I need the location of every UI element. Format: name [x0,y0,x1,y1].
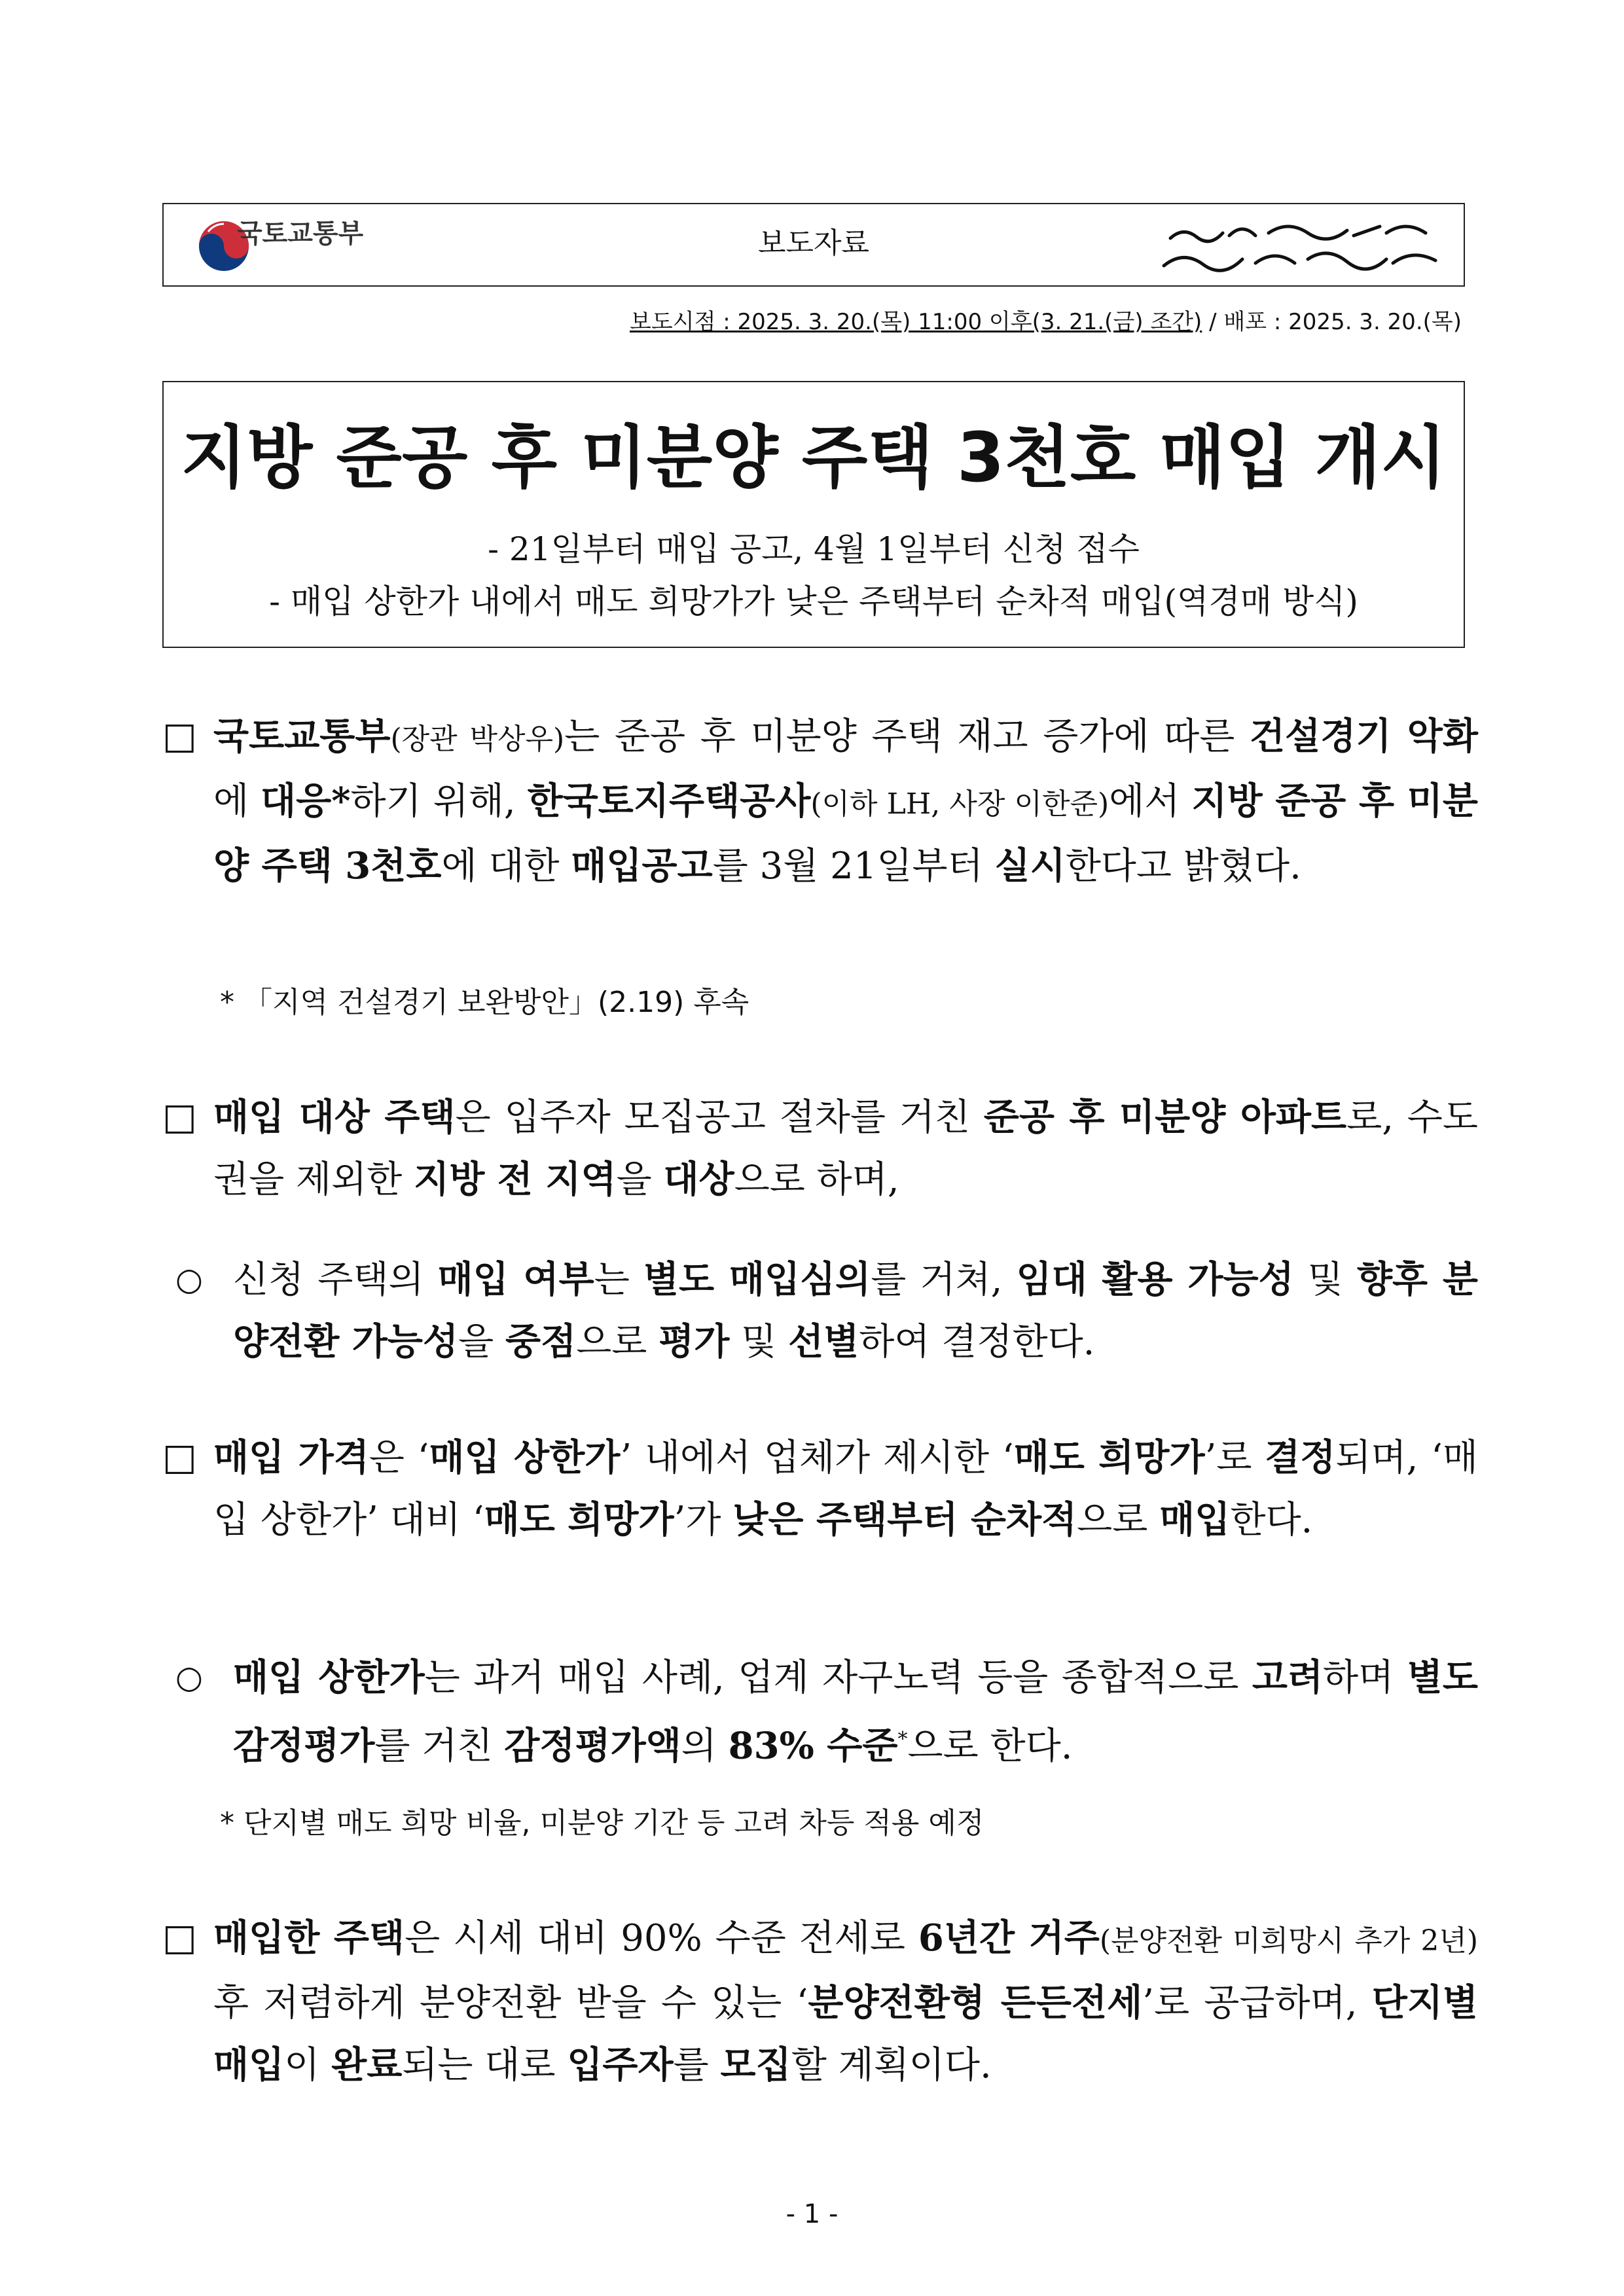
title-box [162,381,1465,648]
p1-text: 를 3월 21일부터 [712,845,995,888]
s2-text: 매입 상한가 [233,1656,425,1699]
p1-text: 에서 [1109,780,1192,823]
p1-text: 실시 [994,844,1066,888]
square-bullet: □ [162,1096,197,1138]
p3-text: 으로 [1077,1499,1160,1541]
p1-text: (이하 LH, 사장 이한준) [810,787,1110,821]
p4-text: 완료 [331,2043,403,2087]
p1-text: 에 대한 [441,845,571,888]
p3-text: 매입 상한가 [429,1436,621,1479]
s2-text: 고려 [1252,1656,1324,1699]
s1-text: 는 [594,1259,643,1301]
p3-text: 매도 희망가 [1013,1436,1205,1479]
p2-text: 로, 수도권을 제외한 [213,1096,1478,1201]
p4-text: 모집 [720,2043,791,2087]
p2-text: 준공 후 미분양 아파트 [983,1096,1347,1139]
p2-text: 을 [616,1158,664,1201]
s2-text: 를 거친 [374,1725,505,1768]
square-bullet: □ [162,715,197,757]
subtitle-2: - 매입 상한가 내에서 매도 희망가가 낮은 주택부터 순차적 매입(역경매 방식) [269,583,1358,620]
sub-item-1 [175,1249,1478,1373]
paragraph-2 [162,1086,1478,1211]
s1-text: 향후 분양전환 가능성 [233,1258,1478,1363]
footnote-2: * 단지별 매도 희망 비율, 미분양 기간 등 고려 차등 적용 예정 [220,1806,984,1840]
s2-text: 감정평가액 [504,1724,681,1768]
p3-text: 매입 가격 [213,1436,369,1479]
circle-bullet: ○ [175,1261,203,1298]
p3-text: 매입 [1159,1498,1231,1541]
p3-text: 한다. [1230,1499,1313,1541]
p4-text: 할 계획이다. [791,2044,992,2087]
page-number: - 1 - [785,2199,839,2229]
p3-text: 은 ‘ [369,1437,429,1479]
p3-text: 되며, ‘매입 상한가’ 대비 ‘ [213,1437,1479,1541]
p1-text: 하기 위해, [350,780,528,823]
sub-item-2 [175,1647,1478,1778]
p1-text: (장관 박상우) [390,723,565,756]
p3-text: ’로 [1204,1437,1265,1479]
s1-text: 신청 주택의 [233,1259,438,1301]
slogan-handwriting [1157,213,1445,279]
s2-text: 으로 한다. [907,1725,1073,1768]
p3-text: ’ 내에서 업체가 제시한 ‘ [620,1437,1014,1479]
p1-text: 건설경기 악화 [1250,715,1478,758]
subtitle-1: - 21일부터 매입 공고, 4월 1일부터 신청 접수 [488,530,1140,568]
s2-text: 83% 수준 [728,1724,898,1768]
distribution-date: 배포 : 2025. 3. 20.(목) [1223,309,1462,335]
s1-text: 및 [729,1321,789,1363]
release-dateline [630,308,1462,336]
p1-text: 지방 준공 후 미분양 주택 3천호 [213,780,1478,888]
p4-text: 이 [284,2044,332,2087]
p2-text: 지방 전 지역 [414,1158,617,1201]
s1-text: 중점 [505,1320,577,1363]
s1-text: 및 [1293,1259,1357,1301]
p4-text: 6년간 거주 [918,1916,1100,1960]
p1-text: 에 [213,780,261,823]
s1-text: 임대 활용 가능성 [1016,1258,1294,1301]
p4-text: (분양전환 미희망시 추가 2년) [1099,1924,1479,1958]
s1-text: 으로 [576,1321,659,1363]
footnote-1: * 「지역 건설경기 보완방안」(2.19) 후속 [220,986,749,1019]
header-title: 보도자료 [757,226,869,260]
p3-text: ’가 [674,1499,733,1541]
p3-text: 낮은 주택부터 순차적 [732,1498,1077,1541]
p4-text: 를 [673,2044,721,2087]
p3-text: 매도 희망가 [484,1498,674,1541]
p1-text: 한다고 밝혔다. [1065,845,1301,888]
p1-text: 대응* [261,780,351,823]
p1-text: 한국토지주택공사 [527,780,811,823]
s2-text: 의 [681,1725,729,1768]
p1-text: 국토교통부 [213,715,391,758]
s2-asterisk: * [897,1728,908,1751]
p1-text: 매입공고 [571,844,713,888]
paragraph-4 [162,1907,1478,2096]
paragraph-3 [162,1427,1478,1551]
s1-text: 선별 [788,1320,859,1363]
p4-text: ’로 공급하며, [1142,1982,1372,2024]
p4-text: 은 시세 대비 90% 수준 전세로 [405,1917,918,1960]
s1-text: 평가 [659,1320,730,1363]
square-bullet: □ [162,1916,197,1959]
circle-bullet: ○ [175,1659,203,1696]
p4-text: 후 저렴하게 분양전환 받을 수 있는 ‘ [213,1982,808,2024]
p2-text: 대상 [663,1158,734,1201]
p4-text: 분양전환형 든든전세 [808,1981,1143,2024]
p3-text: 결정 [1265,1436,1336,1479]
logo-text: 국토교통부 [237,219,364,249]
dateline-separator: / [1202,309,1224,335]
s1-text: 하여 결정한다. [859,1321,1095,1363]
p2-text: 은 입주자 모집공고 절차를 거친 [455,1096,984,1139]
s1-text: 을 [458,1321,505,1363]
p2-text: 매입 대상 주택 [213,1096,456,1139]
p2-text: 으로 하며, [734,1158,899,1201]
p1-text: 는 준공 후 미분양 주택 재고 증가에 따른 [564,715,1250,758]
paragraph-1 [162,706,1478,897]
square-bullet: □ [162,1436,197,1479]
header-box [162,203,1465,287]
main-title: 지방 준공 후 미분양 주택 3천호 매입 개시 [181,418,1447,497]
s1-text: 매입 여부 [437,1258,594,1301]
s2-text: 는 과거 매입 사례, 업계 자구노력 등을 종합적으로 [424,1657,1252,1699]
s1-text: 별도 매입심의 [643,1258,871,1301]
s2-text: 별도 감정평가 [233,1656,1478,1768]
s2-text: 하며 [1323,1657,1407,1699]
p4-text: 매입한 주택 [213,1916,405,1960]
p4-text: 입주자 [567,2043,674,2087]
p4-text: 되는 대로 [402,2044,568,2087]
s1-text: 를 거쳐, [871,1259,1017,1301]
release-time: 보도시점 : 2025. 3. 20.(목) 11:00 이후(3. 21.(금) 조간) [630,309,1202,335]
p4-text: 단지별 매입 [213,1981,1479,2087]
